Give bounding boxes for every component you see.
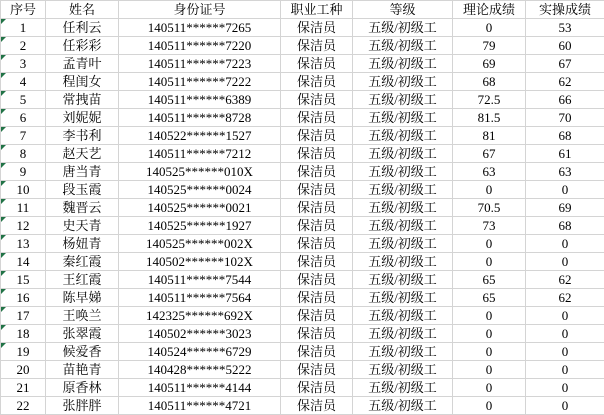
cell-practical-score[interactable]: 66	[526, 91, 604, 109]
cell-name[interactable]: 常拽苗	[46, 91, 119, 109]
error-indicator-icon	[1, 199, 6, 204]
cell-theory-score[interactable]: 0	[453, 181, 526, 199]
cell-theory-score[interactable]: 0	[453, 379, 526, 397]
table-row	[1, 235, 604, 253]
cell-id-number[interactable]: 140511******4721	[119, 397, 281, 415]
cell-name[interactable]: 张翠霞	[46, 325, 119, 343]
table-row	[1, 19, 604, 37]
table-row	[1, 181, 604, 199]
cell-name[interactable]: 苗艳青	[46, 361, 119, 379]
cell-name[interactable]: 王红霞	[46, 271, 119, 289]
cell-name[interactable]: 张胖胖	[46, 397, 119, 415]
cell-practical-score[interactable]: 70	[526, 109, 604, 127]
cell-id-number[interactable]: 140525******010X	[119, 163, 281, 181]
cell-occupation[interactable]: 保洁员	[281, 55, 353, 73]
cell-level[interactable]: 五级/初级工	[353, 217, 453, 235]
cell-occupation[interactable]: 保洁员	[281, 253, 353, 271]
cell-id-number[interactable]: 140511******7220	[119, 37, 281, 55]
table-row	[1, 289, 604, 307]
cell-name[interactable]: 刘妮妮	[46, 109, 119, 127]
cell-index[interactable]: 21	[1, 379, 46, 397]
cell-occupation[interactable]: 保洁员	[281, 145, 353, 163]
cell-theory-score[interactable]: 81	[453, 127, 526, 145]
cell-level[interactable]: 五级/初级工	[353, 307, 453, 325]
cell-level[interactable]: 五级/初级工	[353, 199, 453, 217]
cell-occupation[interactable]: 保洁员	[281, 307, 353, 325]
cell-index[interactable]: 3	[1, 55, 46, 73]
cell-occupation[interactable]: 保洁员	[281, 37, 353, 55]
cell-theory-score[interactable]: 0	[453, 397, 526, 415]
cell-occupation[interactable]: 保洁员	[281, 127, 353, 145]
column-header-occupation[interactable]: 职业工种	[281, 1, 353, 19]
cell-index[interactable]: 17	[1, 307, 46, 325]
cell-index[interactable]: 16	[1, 289, 46, 307]
cell-id-number[interactable]: 140511******7564	[119, 289, 281, 307]
cell-level[interactable]: 五级/初级工	[353, 343, 453, 361]
table-row	[1, 379, 604, 397]
cell-level[interactable]: 五级/初级工	[353, 253, 453, 271]
cell-index[interactable]: 18	[1, 325, 46, 343]
cell-theory-score[interactable]: 63	[453, 163, 526, 181]
cell-occupation[interactable]: 保洁员	[281, 235, 353, 253]
cell-practical-score[interactable]: 63	[526, 163, 604, 181]
error-indicator-icon	[1, 253, 6, 258]
cell-theory-score[interactable]: 79	[453, 37, 526, 55]
cell-theory-score[interactable]: 0	[453, 253, 526, 271]
cell-index[interactable]: 20	[1, 361, 46, 379]
cell-index[interactable]: 7	[1, 127, 46, 145]
cell-occupation[interactable]: 保洁员	[281, 271, 353, 289]
cell-theory-score[interactable]: 81.5	[453, 109, 526, 127]
cell-occupation[interactable]: 保洁员	[281, 217, 353, 235]
cell-theory-score[interactable]: 70.5	[453, 199, 526, 217]
error-indicator-icon	[1, 37, 6, 42]
cell-level[interactable]: 五级/初级工	[353, 37, 453, 55]
cell-occupation[interactable]: 保洁员	[281, 19, 353, 37]
table-row	[1, 199, 604, 217]
cell-theory-score[interactable]: 0	[453, 235, 526, 253]
cell-occupation[interactable]: 保洁员	[281, 343, 353, 361]
cell-level[interactable]: 五级/初级工	[353, 19, 453, 37]
cell-name[interactable]: 杨妞青	[46, 235, 119, 253]
cell-name[interactable]: 候爱香	[46, 343, 119, 361]
cell-level[interactable]: 五级/初级工	[353, 271, 453, 289]
cell-occupation[interactable]: 保洁员	[281, 73, 353, 91]
cell-theory-score[interactable]: 67	[453, 145, 526, 163]
cell-practical-score[interactable]: 0	[526, 325, 604, 343]
error-indicator-icon	[1, 145, 6, 150]
cell-id-number[interactable]: 140525******0024	[119, 181, 281, 199]
cell-occupation[interactable]: 保洁员	[281, 361, 353, 379]
cell-index[interactable]: 10	[1, 181, 46, 199]
cell-index[interactable]: 13	[1, 235, 46, 253]
cell-id-number[interactable]: 140511******7544	[119, 271, 281, 289]
cell-id-number[interactable]: 140525******002X	[119, 235, 281, 253]
cell-name[interactable]: 李书利	[46, 127, 119, 145]
cell-id-number[interactable]: 140511******8728	[119, 109, 281, 127]
error-indicator-icon	[1, 55, 6, 60]
table-row	[1, 397, 604, 415]
cell-level[interactable]: 五级/初级工	[353, 91, 453, 109]
cell-id-number[interactable]: 140511******7265	[119, 19, 281, 37]
cell-index[interactable]: 15	[1, 271, 46, 289]
error-indicator-icon	[1, 181, 6, 186]
cell-level[interactable]: 五级/初级工	[353, 55, 453, 73]
table-row	[1, 73, 604, 91]
cell-practical-score[interactable]: 60	[526, 37, 604, 55]
cell-index[interactable]: 2	[1, 37, 46, 55]
cell-id-number[interactable]: 140511******4144	[119, 379, 281, 397]
cell-index[interactable]: 22	[1, 397, 46, 415]
cell-practical-score[interactable]: 0	[526, 253, 604, 271]
error-indicator-icon	[1, 19, 6, 24]
cell-index[interactable]: 9	[1, 163, 46, 181]
table-row	[1, 325, 604, 343]
table-row	[1, 37, 604, 55]
cell-theory-score[interactable]: 0	[453, 325, 526, 343]
error-indicator-icon	[1, 109, 6, 114]
column-header-index[interactable]: 序号	[1, 1, 46, 19]
cell-name[interactable]: 魏晋云	[46, 199, 119, 217]
table-body	[1, 19, 604, 415]
cell-index[interactable]: 14	[1, 253, 46, 271]
cell-theory-score[interactable]: 0	[453, 307, 526, 325]
cell-theory-score[interactable]: 69	[453, 55, 526, 73]
cell-occupation[interactable]: 保洁员	[281, 199, 353, 217]
cell-practical-score[interactable]: 67	[526, 55, 604, 73]
cell-theory-score[interactable]: 68	[453, 73, 526, 91]
cell-practical-score[interactable]: 61	[526, 145, 604, 163]
cell-level[interactable]: 五级/初级工	[353, 325, 453, 343]
table-row	[1, 361, 604, 379]
cell-theory-score[interactable]: 72.5	[453, 91, 526, 109]
cell-name[interactable]: 程闺女	[46, 73, 119, 91]
cell-id-number[interactable]: 140522******1527	[119, 127, 281, 145]
error-indicator-icon	[1, 271, 6, 276]
cell-level[interactable]: 五级/初级工	[353, 145, 453, 163]
cell-name[interactable]: 唐当青	[46, 163, 119, 181]
cell-name[interactable]: 王唤兰	[46, 307, 119, 325]
cell-index[interactable]: 4	[1, 73, 46, 91]
cell-id-number[interactable]: 142325******692X	[119, 307, 281, 325]
cell-id-number[interactable]: 140502******3023	[119, 325, 281, 343]
cell-practical-score[interactable]: 0	[526, 181, 604, 199]
cell-occupation[interactable]: 保洁员	[281, 109, 353, 127]
cell-name[interactable]: 陈早娣	[46, 289, 119, 307]
cell-theory-score[interactable]: 65	[453, 271, 526, 289]
cell-occupation[interactable]: 保洁员	[281, 289, 353, 307]
cell-id-number[interactable]: 140525******1927	[119, 217, 281, 235]
column-header-id-number[interactable]: 身份证号	[119, 1, 281, 19]
cell-level[interactable]: 五级/初级工	[353, 289, 453, 307]
cell-id-number[interactable]: 140524******6729	[119, 343, 281, 361]
cell-practical-score[interactable]: 62	[526, 289, 604, 307]
error-indicator-icon	[1, 73, 6, 78]
error-indicator-icon	[1, 325, 6, 330]
cell-id-number[interactable]: 140502******102X	[119, 253, 281, 271]
cell-id-number[interactable]: 140511******7222	[119, 73, 281, 91]
table-row	[1, 307, 604, 325]
table-row	[1, 253, 604, 271]
cell-practical-score[interactable]: 62	[526, 271, 604, 289]
cell-occupation[interactable]: 保洁员	[281, 91, 353, 109]
cell-id-number[interactable]: 140525******0021	[119, 199, 281, 217]
cell-name[interactable]: 史天青	[46, 217, 119, 235]
cell-name[interactable]: 孟青叶	[46, 55, 119, 73]
cell-occupation[interactable]: 保洁员	[281, 181, 353, 199]
error-indicator-icon	[1, 163, 6, 168]
cell-id-number[interactable]: 140428******5222	[119, 361, 281, 379]
cell-practical-score[interactable]: 68	[526, 127, 604, 145]
table-row	[1, 109, 604, 127]
cell-practical-score[interactable]: 0	[526, 397, 604, 415]
error-indicator-icon	[1, 307, 6, 312]
cell-level[interactable]: 五级/初级工	[353, 379, 453, 397]
cell-name[interactable]: 段玉霞	[46, 181, 119, 199]
cell-theory-score[interactable]: 73	[453, 217, 526, 235]
cell-index[interactable]: 5	[1, 91, 46, 109]
cell-occupation[interactable]: 保洁员	[281, 163, 353, 181]
cell-occupation[interactable]: 保洁员	[281, 325, 353, 343]
cell-level[interactable]: 五级/初级工	[353, 127, 453, 145]
cell-index[interactable]: 6	[1, 109, 46, 127]
cell-level[interactable]: 五级/初级工	[353, 109, 453, 127]
cell-level[interactable]: 五级/初级工	[353, 73, 453, 91]
column-header-name[interactable]: 姓名	[46, 1, 119, 19]
cell-id-number[interactable]: 140511******7212	[119, 145, 281, 163]
cell-level[interactable]: 五级/初级工	[353, 163, 453, 181]
column-header-practical-score[interactable]: 实操成绩	[526, 1, 604, 19]
column-header-level[interactable]: 等级	[353, 1, 453, 19]
cell-occupation[interactable]: 保洁员	[281, 379, 353, 397]
table-row	[1, 127, 604, 145]
cell-index[interactable]: 8	[1, 145, 46, 163]
error-indicator-icon	[1, 127, 6, 132]
cell-id-number[interactable]: 140511******6389	[119, 91, 281, 109]
cell-theory-score[interactable]: 65	[453, 289, 526, 307]
cell-name[interactable]: 任彩彩	[46, 37, 119, 55]
cell-practical-score[interactable]: 0	[526, 235, 604, 253]
table-row	[1, 343, 604, 361]
error-indicator-icon	[1, 91, 6, 96]
cell-practical-score[interactable]: 62	[526, 73, 604, 91]
cell-practical-score[interactable]: 0	[526, 343, 604, 361]
cell-practical-score[interactable]: 53	[526, 19, 604, 37]
error-indicator-icon	[1, 217, 6, 222]
cell-name[interactable]: 任利云	[46, 19, 119, 37]
cell-level[interactable]: 五级/初级工	[353, 361, 453, 379]
error-indicator-icon	[1, 289, 6, 294]
cell-id-number[interactable]: 140511******7223	[119, 55, 281, 73]
header-row	[1, 1, 604, 19]
cell-index[interactable]: 12	[1, 217, 46, 235]
cell-practical-score[interactable]: 0	[526, 379, 604, 397]
cell-occupation[interactable]: 保洁员	[281, 397, 353, 415]
table-row	[1, 145, 604, 163]
cell-index[interactable]: 1	[1, 19, 46, 37]
cell-index[interactable]: 19	[1, 343, 46, 361]
cell-practical-score[interactable]: 69	[526, 199, 604, 217]
table-row	[1, 271, 604, 289]
error-indicator-icon	[1, 343, 6, 348]
table-row	[1, 91, 604, 109]
cell-practical-score[interactable]: 0	[526, 307, 604, 325]
cell-theory-score[interactable]: 0	[453, 361, 526, 379]
column-header-theory-score[interactable]: 理论成绩	[453, 1, 526, 19]
cell-index[interactable]: 11	[1, 199, 46, 217]
cell-level[interactable]: 五级/初级工	[353, 181, 453, 199]
table-row	[1, 55, 604, 73]
error-indicator-icon	[1, 235, 6, 240]
table-row	[1, 163, 604, 181]
cell-level[interactable]: 五级/初级工	[353, 397, 453, 415]
cell-practical-score[interactable]: 0	[526, 361, 604, 379]
table-row	[1, 217, 604, 235]
cell-name[interactable]: 秦红霞	[46, 253, 119, 271]
cell-theory-score[interactable]: 0	[453, 343, 526, 361]
cell-practical-score[interactable]: 68	[526, 217, 604, 235]
cell-theory-score[interactable]: 0	[453, 19, 526, 37]
cell-name[interactable]: 原香林	[46, 379, 119, 397]
cell-name[interactable]: 赵天艺	[46, 145, 119, 163]
cell-level[interactable]: 五级/初级工	[353, 235, 453, 253]
